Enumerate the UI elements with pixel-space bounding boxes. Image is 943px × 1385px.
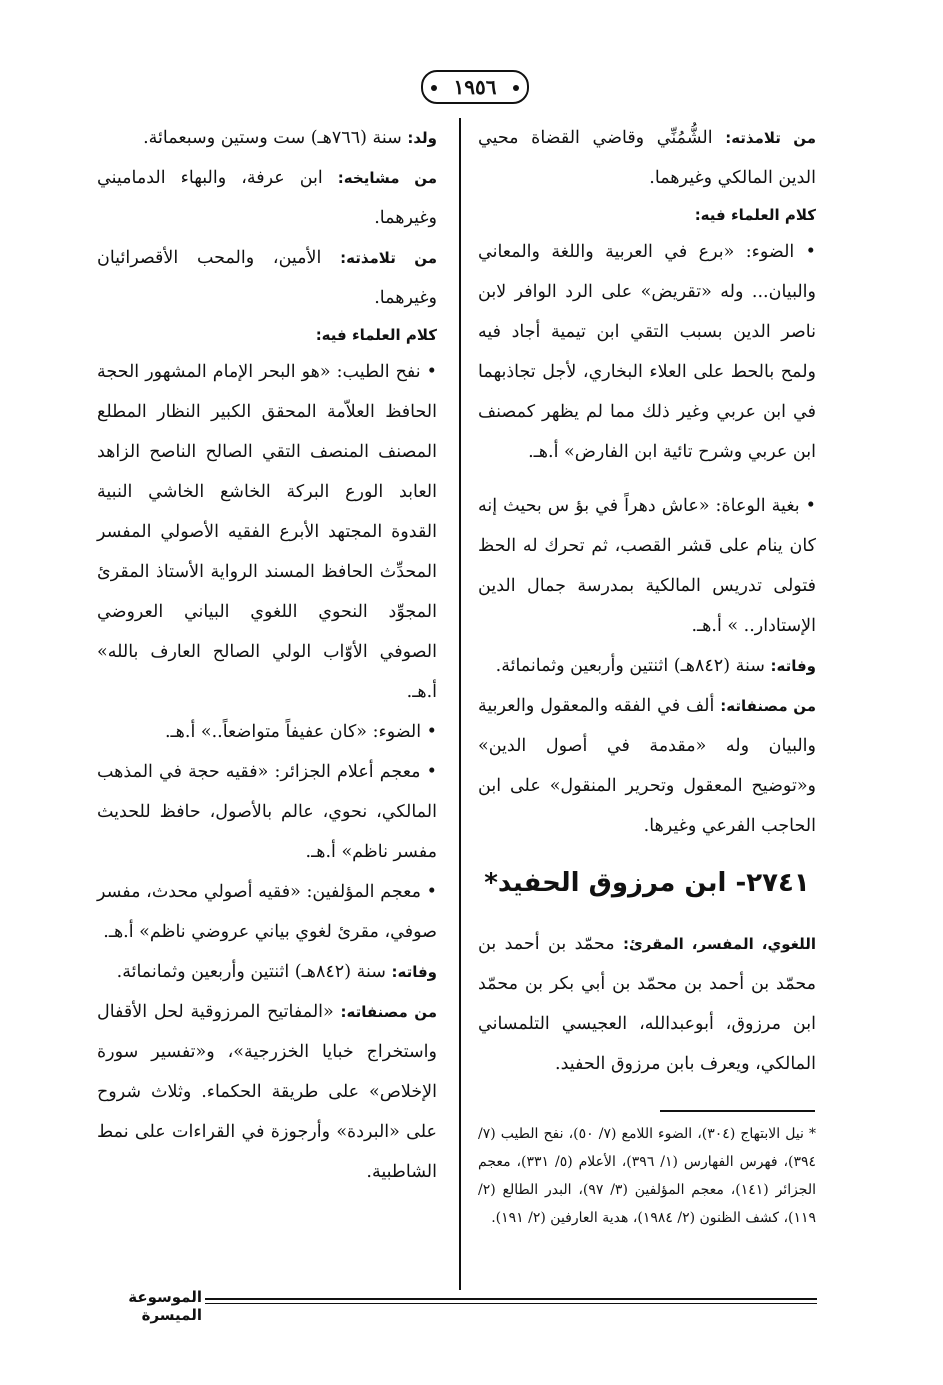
death-paragraph	[97, 952, 437, 992]
death-paragraph	[478, 646, 816, 686]
death-label: وفاته:	[391, 963, 437, 981]
teachers-label: من مشايخه:	[337, 169, 437, 187]
muallifin-quote: • معجم المؤلفين: «فقيه أصولي محدث، مفسر صوفي، مقرئ لغوي بياني عروضي ناظم» أ.هـ.	[97, 882, 437, 942]
scholars-heading: كلام العلماء فيه:	[315, 326, 437, 344]
nafh-quote: • نفح الطيب: «هو البحر الإمام المشهور الحجة الحافظ العلاّمة المحقق الكبير النظار المطلع المصنف المنصف التقي الصالح الناصح الزاهد العابد الورع البركة الخاشع الخاشي النبية القدوة المجتهد الأبرع الفقيه الأصولي المفسر المحدِّث الحافظ المسند الرواية الأستاذ المقرئ المجوِّد النحوي اللغوي البياني العروضي الصوفي الأوّاب الولي الصالح العارف بالله» أ.هـ.	[97, 362, 437, 702]
death-label: وفاته:	[770, 657, 816, 675]
entry-title: ٢٧٤١- ابن مرزوق الحفيد*	[484, 868, 810, 898]
jazair-quote: • معجم أعلام الجزائر: «فقيه حجة في المذهب المالكي، نحوي، عالم بالأصول، حافظ للحديث مفسر ناظم» أ.هـ.	[97, 762, 437, 862]
birth-paragraph	[97, 118, 437, 158]
footer-rule	[205, 1298, 817, 1300]
daw-quote: • الضوء: «كان عفيفاً متواضعاً..» أ.هـ.	[164, 722, 437, 742]
footnote-separator	[660, 1110, 815, 1112]
teachers-text: ابن عرفة، والبهاء الدماميني وغيرهما.	[97, 168, 437, 228]
left-column	[97, 118, 437, 1192]
students-label: من تلامذته:	[725, 129, 816, 147]
footnote: * نيل الابتهاج (٣٠٤)، الضوء اللامع (٧/ ٥٠)، نفح الطيب (٧/ ٣٩٤)، فهرس الفهارس (١/ ٣٩٦)، الأعلام (٥/ ٣٣١)، معجم الجزائر (١٤١)، معجم المؤلفين (٣/ ٩٧)، البدر الطالع (٢/ ١١٩)، كشف الظنون (٢/ ١٩٨٤)، هدية العارفين (٢/ ١٩١).	[478, 1126, 817, 1226]
page-number: ١٩٥٦	[421, 70, 529, 104]
death-text: سنة (٨٤٢هـ) اثنتين وأربعين وثمانمائة.	[116, 962, 392, 982]
birth-label: ولد:	[407, 129, 437, 147]
entry-paragraph	[478, 924, 816, 1084]
students-label: من تلامذته:	[340, 249, 437, 267]
works-paragraph	[478, 686, 816, 846]
footer-rule-thin	[205, 1303, 817, 1304]
footer-title: الموسوعة الميسرة	[128, 1288, 202, 1324]
column-divider	[459, 118, 461, 1290]
works-paragraph	[97, 992, 437, 1192]
works-text: «المفاتيح المرزوقية لحل الأقفال واستخراج خبايا الخزرجية»، و«تفسير سورة الإخلاص» على طريقة الحكماء. وثلاث شروح على «البردة» وأرجوزة في القراءات على نمط الشاطبية.	[97, 1002, 437, 1182]
right-column	[478, 118, 816, 1084]
works-text: ألف في الفقه والمعقول والعربية والبيان وله «مقدمة في أصول الدين» و«توضيح المعقول وتحرير المنقول» على ابن الحاجب الفرعي وغيرها.	[478, 696, 816, 836]
death-text: سنة (٨٤٢هـ) اثنتين وأربعين وثمانمائة.	[495, 656, 771, 676]
students-paragraph	[478, 118, 816, 198]
works-label: من مصنفاته:	[720, 697, 816, 715]
entry-text: محمّد بن أحمد بن محمّد بن أحمد بن محمّد بن أبي بكر بن محمّد ابن مرزوق، أبوعبدالله، العجيسي التلمساني المالكي، ويعرف بابن مرزوق الحفيد.	[478, 934, 816, 1074]
students-text: الأمين، والمحب الأقصرائيان وغيرهما.	[97, 248, 437, 308]
birth-text: سنة (٧٦٦هـ) ست وستين وسبعمائة.	[143, 128, 408, 148]
students-text: الشُّمُنِّي وقاضي القضاة محيي الدين المالكي وغيرهما.	[478, 128, 816, 188]
bughya-quote: • بغية الوعاة: «عاش دهراً في بؤ س بحيث إنه كان ينام على قشر القصب، ثم تحرك له الحظ فتولى تدريس المالكية بمدرسة جمال الدين الإستادار.. » أ.هـ.	[478, 496, 816, 636]
entry-label: اللغوي، المفسر، المقرئ:	[623, 935, 817, 953]
works-label: من مصنفاته:	[340, 1003, 437, 1021]
teachers-paragraph	[97, 158, 437, 238]
daw-quote: • الضوء: «برع في العربية واللغة والمعاني والبيان... وله «تقريض» على الرد الوافر لابن ناصر الدين بسبب التقي ابن تيمية أجاد فيه ولمح بالحط على العلاء البخاري، لأجل تجاذبهما في ابن عربي وغير ذلك مما لم يظهر كمصنف ابن عربي وشرح تائية ابن الفارض» أ.هـ.	[478, 242, 816, 462]
scholars-heading: كلام العلماء فيه:	[694, 206, 816, 224]
students-paragraph	[97, 238, 437, 318]
